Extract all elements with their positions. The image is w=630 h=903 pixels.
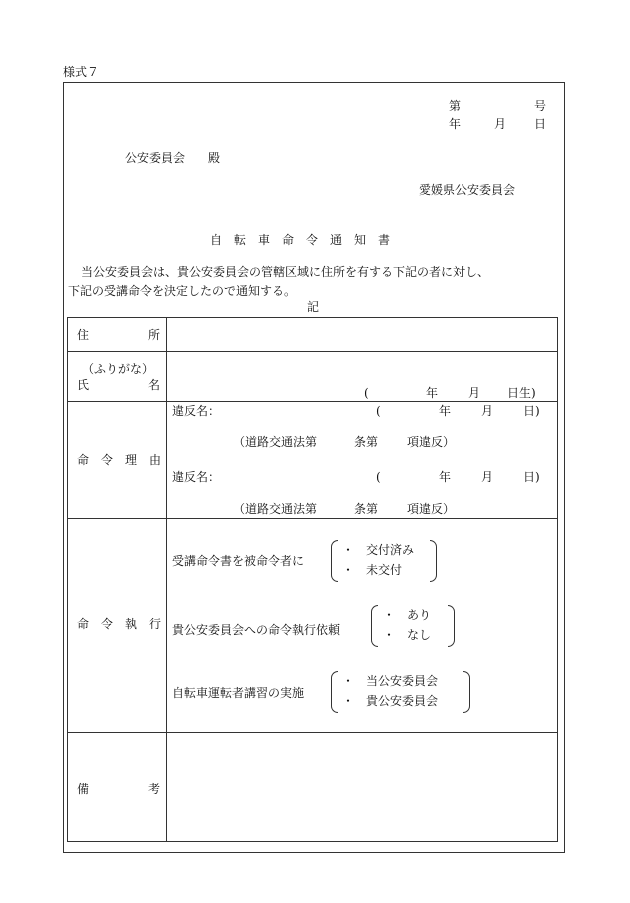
- violation-2-year: 年: [439, 470, 452, 484]
- address-value-cell[interactable]: [167, 318, 558, 352]
- violation-2-article: 条第: [354, 502, 379, 516]
- execution-label: 命 令 執 行: [77, 617, 162, 631]
- violation-1-name-label: 違反名：: [172, 404, 221, 418]
- violation-1-clause: 項違反）: [407, 435, 456, 449]
- number-suffix: 号: [534, 99, 547, 113]
- body-line-1: 当公安委員会は、貴公安委員会の管轄区域に住所を有する下記の者に対し、: [81, 265, 490, 279]
- name-value-cell[interactable]: [167, 352, 558, 402]
- name-row: [68, 352, 558, 402]
- birth-open: (: [364, 386, 369, 400]
- addressee-honorific: 殿: [208, 151, 221, 165]
- execution-request-label: 貴公安委員会への命令執行依頼: [172, 623, 341, 637]
- bracket-left: [331, 671, 338, 713]
- remarks-value-cell[interactable]: [167, 733, 558, 842]
- violation-1-year: 年: [439, 404, 452, 418]
- address-label-a: 住: [77, 328, 90, 342]
- course-option-your-commission[interactable]: ・ 貴公安委員会: [342, 694, 439, 708]
- reason-row: [68, 402, 558, 519]
- violation-2-law: （道路交通法第: [233, 502, 318, 516]
- violation-1-open: (: [376, 404, 381, 418]
- birth-day: 日生): [507, 386, 536, 400]
- violation-1-law: （道路交通法第: [233, 435, 318, 449]
- request-option-no[interactable]: ・ なし: [383, 628, 432, 642]
- violation-2-name-label: 違反名：: [172, 470, 221, 484]
- violation-1-close: 日): [523, 404, 540, 418]
- bracket-left: [331, 540, 338, 582]
- document-title: 自 転 車 命 令 通 知 書: [210, 233, 391, 247]
- delivery-label: 受講命令書を被命令者に: [172, 554, 305, 568]
- addressee-name: 公安委員会: [125, 151, 186, 165]
- body-line-2: 下記の受講命令を決定したので通知する。: [68, 284, 297, 298]
- sender: 愛媛県公安委員会: [419, 183, 516, 197]
- remarks-label-cell: [68, 733, 167, 842]
- date-year: 年: [449, 117, 462, 131]
- execution-label-cell: [68, 519, 167, 733]
- execution-row: [68, 519, 558, 733]
- remarks-label-b: 考: [148, 782, 161, 796]
- birth-month: 月: [468, 386, 481, 400]
- course-label: 自転車運転者講習の実施: [172, 686, 305, 700]
- name-label-cell: [68, 352, 167, 402]
- bracket-right: [430, 540, 437, 582]
- violation-2-open: (: [376, 470, 381, 484]
- execution-value-cell: [167, 519, 558, 733]
- address-row: [68, 318, 558, 352]
- request-option-yes[interactable]: ・ あり: [383, 608, 432, 622]
- violation-1-month: 月: [481, 404, 494, 418]
- reason-label-cell: [68, 402, 167, 519]
- ki-mark: 記: [307, 300, 320, 314]
- delivery-option-issued[interactable]: ・ 交付済み: [342, 543, 415, 557]
- address-label-cell: [68, 318, 167, 352]
- violation-2-month: 月: [481, 470, 494, 484]
- violation-2-close: 日): [523, 470, 540, 484]
- reason-label: 命 令 理 由: [77, 453, 162, 467]
- delivery-option-not-issued[interactable]: ・ 未交付: [342, 563, 403, 577]
- date-day: 日: [534, 117, 547, 131]
- name-label-a: 氏: [77, 378, 90, 392]
- details-table: [67, 317, 558, 842]
- violation-2-clause: 項違反）: [407, 502, 456, 516]
- course-option-this-commission[interactable]: ・ 当公安委員会: [342, 674, 439, 688]
- bracket-right: [463, 671, 470, 713]
- violation-1-article: 条第: [354, 435, 379, 449]
- name-label-b: 名: [148, 378, 161, 392]
- bracket-left: [371, 605, 378, 647]
- birth-year: 年: [426, 386, 439, 400]
- date-month: 月: [494, 117, 507, 131]
- number-prefix: 第: [449, 99, 462, 113]
- remarks-label-a: 備: [77, 782, 90, 796]
- furigana-label: （ふりがな）: [82, 362, 155, 376]
- form-number: 様式７: [63, 65, 100, 79]
- remarks-row: [68, 733, 558, 842]
- reason-value-cell[interactable]: [167, 402, 558, 519]
- address-label-b: 所: [148, 328, 161, 342]
- bracket-right: [448, 605, 455, 647]
